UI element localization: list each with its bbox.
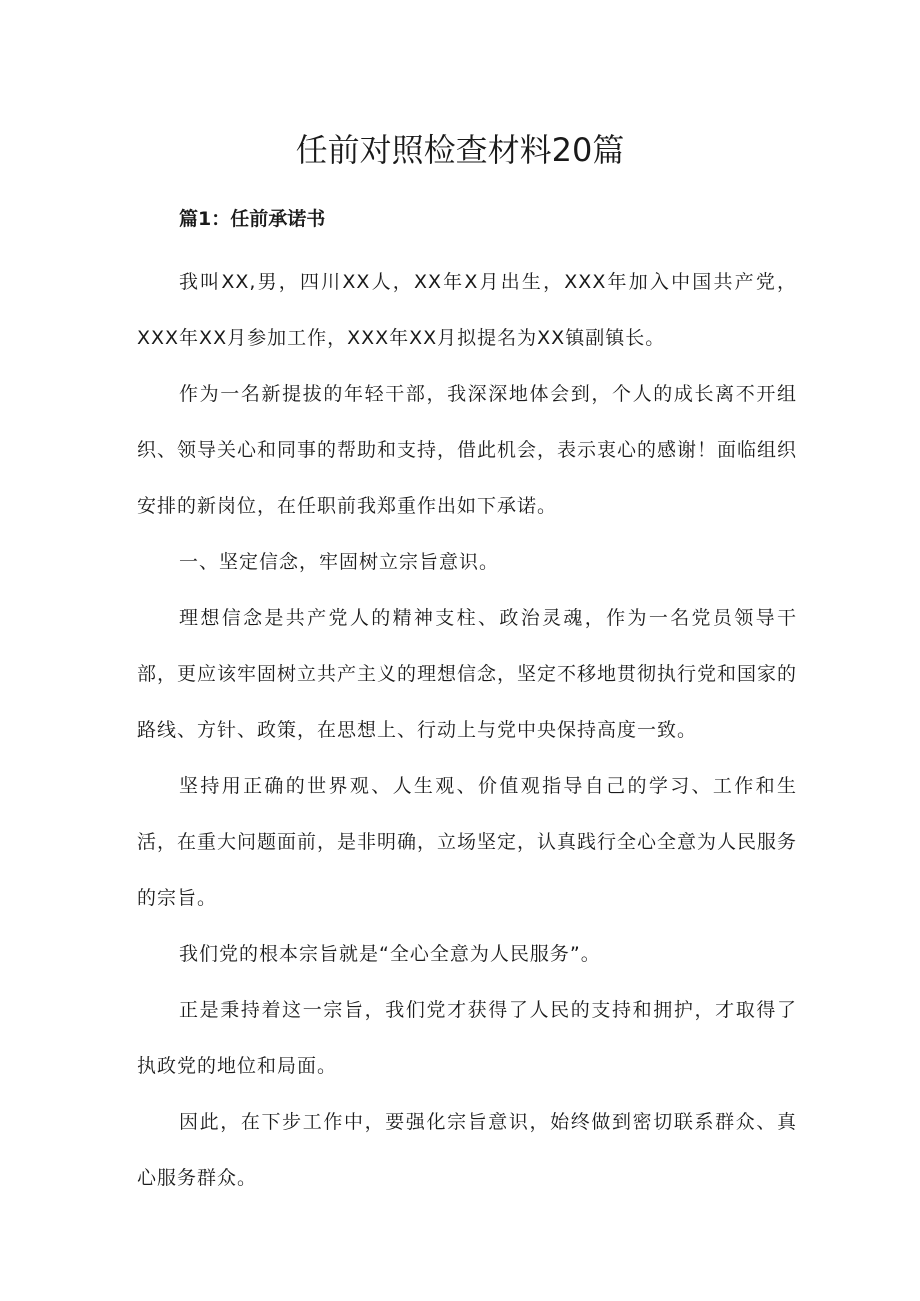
paragraph-point-one-heading: 一、坚定信念，牢固树立宗旨意识。 xyxy=(179,551,500,573)
paragraph-worldview: 坚持用正确的世界观、人生观、价值观指导自己的学习、工作和生活，在重大问题面前，是非明确，立场坚定，认真践行全心全意为人民服务的宗旨。 xyxy=(137,775,798,909)
paragraph-gratitude: 作为一名新提拔的年轻干部，我深深地体会到，个人的成长离不开组织、领导关心和同事的帮助和支持，借此机会，表示衷心的感谢！面临组织安排的新岗位，在任职前我郑重作出如下承诺。 xyxy=(137,383,798,517)
paragraph-intro: 我叫XX,男，四川XX人，XX年X月出生，XXX年加入中国共产党，XXX年XX月参加工作，XXX年XX月拟提名为XX镇副镇长。 xyxy=(137,271,797,349)
paragraph-serve-masses: 因此，在下步工作中，要强化宗旨意识，始终做到密切联系群众、真心服务群众。 xyxy=(137,1111,797,1189)
section-heading-wrap xyxy=(137,200,797,238)
paragraph-party-support: 正是秉持着这一宗旨，我们党才获得了人民的支持和拥护，才取得了执政党的地位和局面。 xyxy=(137,999,797,1077)
paragraph-ideals: 理想信念是共产党人的精神支柱、政治灵魂，作为一名党员领导干部，更应该牢固树立共产主义的理想信念，坚定不移地贯彻执行党和国家的路线、方针、政策，在思想上、行动上与党中央保持高度一致。 xyxy=(137,607,798,741)
paragraph-fundamental-purpose: 我们党的根本宗旨就是“全心全意为人民服务”。 xyxy=(179,943,601,965)
section-heading: 篇1：任前承诺书 xyxy=(179,208,326,230)
document-body xyxy=(137,200,797,1206)
document-title: 任前对照检查材料20篇 xyxy=(295,131,625,169)
